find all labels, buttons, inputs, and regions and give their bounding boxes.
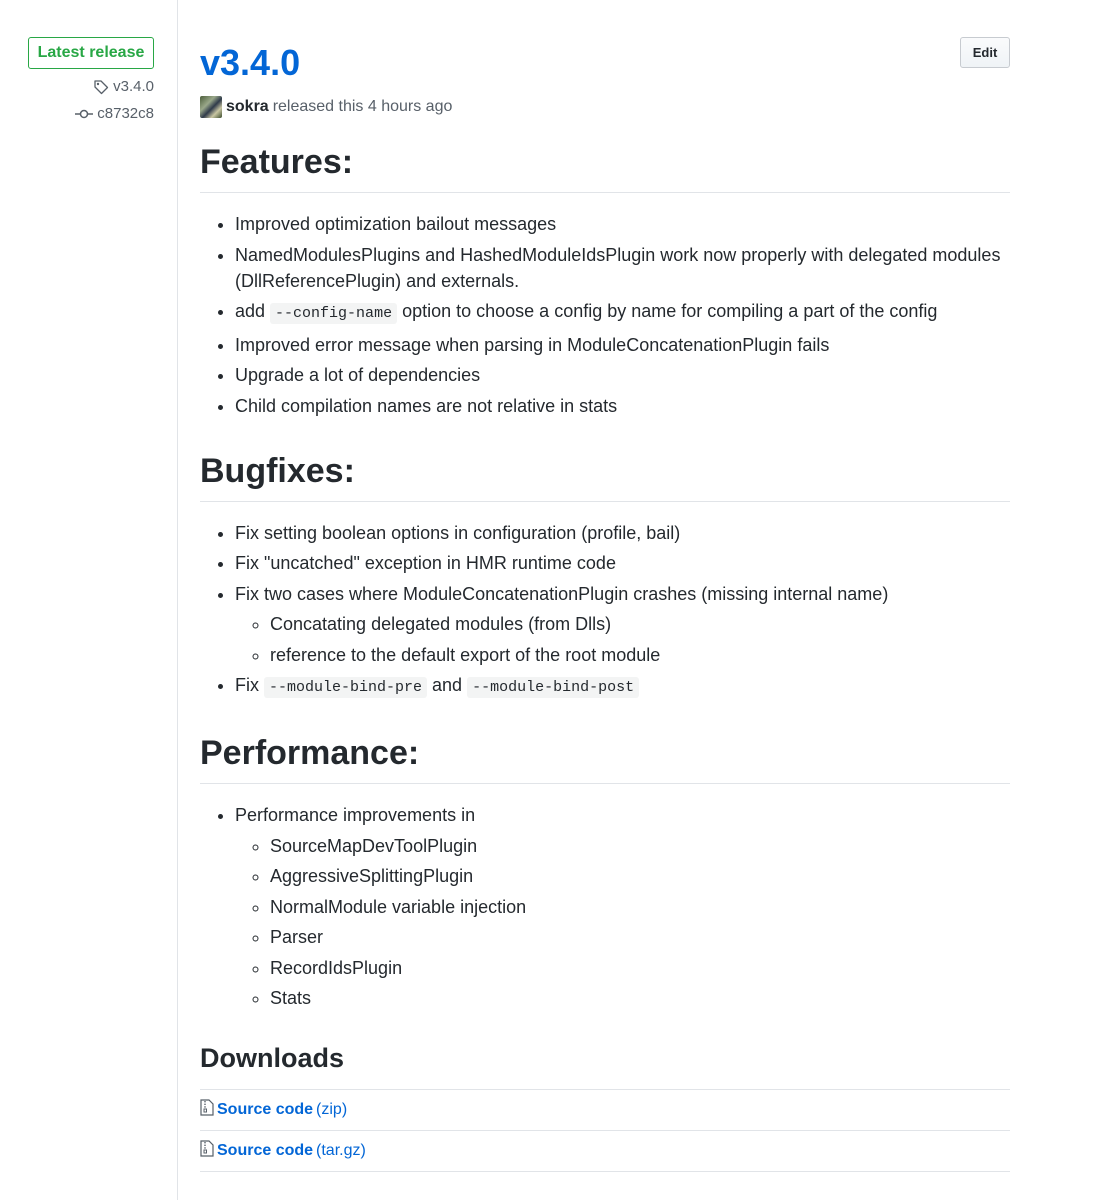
downloads-heading: Downloads: [200, 1043, 345, 1073]
features-heading: Features:: [200, 140, 1010, 193]
commit-link[interactable]: [75, 105, 154, 122]
tag-link[interactable]: [93, 78, 154, 95]
list-item: • Fix "uncatched" exception in HMR runtime code: [235, 550, 1010, 576]
sub-list-item: ◦ Concatating delegated modules (from Dlls): [270, 611, 1010, 637]
avatar[interactable]: [200, 96, 222, 118]
sub-list-item: ◦ AggressiveSplittingPlugin: [270, 863, 1010, 889]
list-item: • Fix setting boolean options in configuration (profile, bail): [235, 520, 1010, 546]
file-zip-icon: [200, 1140, 214, 1162]
list-item: [235, 581, 1010, 668]
list-item-text: option to choose a config by name for compiling a part of the config: [397, 301, 938, 321]
sub-list: [235, 611, 1010, 668]
performance-list: [200, 802, 1010, 1011]
tag-name: v3.4.0: [113, 78, 154, 95]
inline-code: --module-bind-post: [467, 677, 639, 698]
author-link[interactable]: sokra: [226, 98, 269, 115]
list-item-text: Fix two cases where ModuleConcatenationPlugin crashes (missing internal name): [235, 583, 889, 604]
sub-list-item: ◦ reference to the default export of the root module: [270, 642, 1010, 668]
list-item-text: and: [427, 675, 468, 695]
sub-list-item: ◦ NormalModule variable injection: [270, 894, 1010, 920]
latest-release-badge: Latest release: [28, 37, 154, 69]
list-item: [235, 802, 1010, 1011]
list-item: • Upgrade a lot of dependencies: [235, 362, 1010, 388]
list-item: • Child compilation names are not relative in stats: [235, 393, 1010, 419]
sub-list-item: ◦ SourceMapDevToolPlugin: [270, 833, 1010, 859]
list-item: [235, 672, 1010, 701]
tag-icon: [93, 79, 109, 95]
sub-list: [235, 833, 1010, 1012]
download-source-zip[interactable]: [200, 1090, 1010, 1131]
release-title[interactable]: v3.4.0: [200, 42, 301, 83]
list-item: • NamedModulesPlugins and HashedModuleIdsPlugin work now properly with delegated modules (DllReferencePlugin) and externals.: [235, 242, 1010, 294]
download-name: Source code: [217, 1142, 314, 1159]
list-item-text: Performance improvements in: [235, 805, 476, 825]
downloads-list: [200, 1089, 1010, 1172]
inline-code: --config-name: [270, 303, 397, 324]
list-item: • Improved optimization bailout messages: [235, 211, 1010, 237]
bugfixes-heading: Bugfixes:: [200, 449, 1010, 502]
release-byline: [200, 96, 452, 118]
list-item-text: add: [235, 301, 271, 321]
inline-code: --module-bind-pre: [264, 677, 427, 698]
edit-button[interactable]: Edit: [960, 37, 1010, 68]
features-list: [200, 211, 1010, 419]
release-notes: [200, 140, 1010, 1172]
performance-heading: Performance:: [200, 731, 1010, 784]
column-divider: [177, 0, 178, 1200]
sub-list-item: ◦ RecordIdsPlugin: [270, 955, 1010, 981]
download-format: (tar.gz): [316, 1142, 366, 1159]
file-zip-icon: [200, 1099, 214, 1121]
sub-list-item: ◦ Parser: [270, 924, 1010, 950]
git-commit-icon: [75, 107, 93, 121]
bugfixes-list: [200, 520, 1010, 702]
released-text: released this 4 hours ago: [272, 98, 453, 115]
download-name: Source code: [217, 1101, 314, 1118]
list-item: • Improved error message when parsing in ModuleConcatenationPlugin fails: [235, 332, 1010, 358]
list-item: [235, 298, 1010, 327]
release-meta: [0, 0, 178, 1200]
sub-list-item: ◦ Stats: [270, 985, 1010, 1011]
commit-sha: c8732c8: [97, 105, 154, 122]
list-item-text: Fix: [235, 675, 264, 695]
download-source-targz[interactable]: [200, 1131, 1010, 1172]
download-format: (zip): [316, 1101, 348, 1118]
